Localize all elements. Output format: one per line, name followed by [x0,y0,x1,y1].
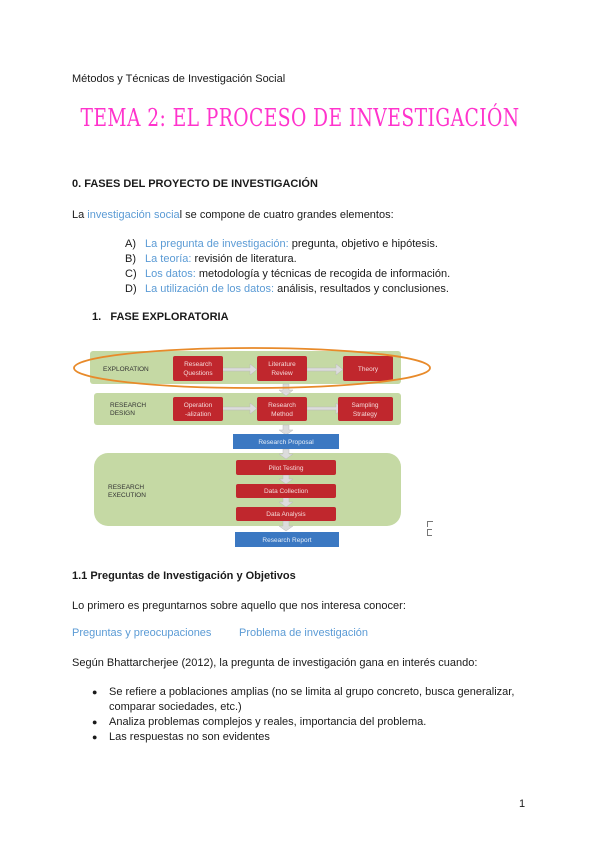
row-label-execution-2: EXECUTION [108,492,146,499]
bullet-item [92,685,532,715]
label-research-method-1: Research [268,402,296,409]
list-term: Los datos: [145,268,196,280]
crop-mark [427,521,433,527]
label-research-questions-1: Research [184,361,212,368]
list-marker: C) [125,268,137,280]
page-number: 1 [519,798,526,810]
link-preguntas: Preguntas y preocupaciones [72,627,212,639]
list-item-b [125,253,297,265]
crop-mark [427,529,432,536]
label-operationalization-1: Operation [183,402,213,409]
list-term: La pregunta de investigación: [145,238,289,250]
list-item-a [125,238,438,250]
bullet-icon: ● [92,732,98,742]
section-heading-1-1: 1.1 Preguntas de Investigación y Objetivos [72,570,296,582]
label-pilot-testing: Pilot Testing [268,465,304,472]
label-research-method-2: Method [271,411,293,418]
label-sampling-strategy-2: Strategy [352,411,378,418]
list-term: La utilización de los datos: [145,283,275,295]
label-research-proposal: Research Proposal [258,439,314,446]
label-literature-review-2: Review [271,370,293,377]
intro-post: l se compone de cuatro grandes elementos: [179,209,394,221]
label-research-questions-2: Questions [183,370,213,377]
list-marker: A) [125,238,136,250]
section-heading-0: 0. FASES DEL PROYECTO DE INVESTIGACIÓN [72,178,318,190]
bullet-icon: ● [92,687,98,697]
bullet-text: Las respuestas no son evidentes [109,731,270,743]
list-desc: análisis, resultados y conclusiones. [274,283,449,295]
list-desc: pregunta, objetivo e hipótesis. [288,238,438,250]
bullet-text: Se refiere a poblaciones amplias (no se limita al grupo concreto, busca generalizar, comparar sociedades, etc.) [109,686,515,713]
label-data-analysis: Data Analysis [266,511,306,518]
section-heading-1: 1. FASE EXPLORATORIA [92,311,229,323]
intro-pre: La [72,209,88,221]
bullet-text: Analiza problemas complejos y reales, importancia del problema. [109,716,427,728]
box-literature-review [257,356,307,381]
label-operationalization-2: -alization [184,411,212,418]
label-literature-review-1: Literature [268,361,296,368]
arrow-icon [279,425,293,435]
row-label-design-2: DESIGN [110,410,135,417]
section11-intro: Lo primero es preguntarnos sobre aquello que nos interesa conocer: [72,600,406,612]
box-research-questions [173,356,223,381]
list-marker: D) [125,283,137,295]
row-label-design-1: RESEARCH [110,402,147,409]
list-desc: revisión de literatura. [191,253,297,265]
bullet-item [92,715,532,730]
label-sampling-strategy-1: Sampling [351,402,379,409]
list-item-c [125,268,450,280]
intro-link: investigación socia [87,209,180,221]
research-process-diagram [70,341,440,551]
list-item-d [125,283,449,295]
page-title: TEMA 2: EL PROCESO DE INVESTIGACIÓN [80,104,520,132]
label-data-collection: Data Collection [263,488,309,495]
list-desc: metodología y técnicas de recogida de información. [195,268,451,280]
bullet-icon: ● [92,717,98,727]
row-label-execution-1: RESEARCH [108,484,145,491]
document-header: Métodos y Técnicas de Investigación Social [72,73,286,85]
label-research-report: Research Report [262,537,312,544]
label-theory: Theory [357,366,379,373]
section11-quote: Según Bhattarcherjee (2012), la pregunta de investigación gana en interés cuando: [72,657,478,669]
list-marker: B) [125,253,136,265]
list-term: La teoría: [145,253,192,265]
section0-intro [72,209,394,221]
link-problema: Problema de investigación [239,627,369,639]
bullet-item [92,730,532,745]
row-label-exploration: EXPLORATION [103,366,149,373]
